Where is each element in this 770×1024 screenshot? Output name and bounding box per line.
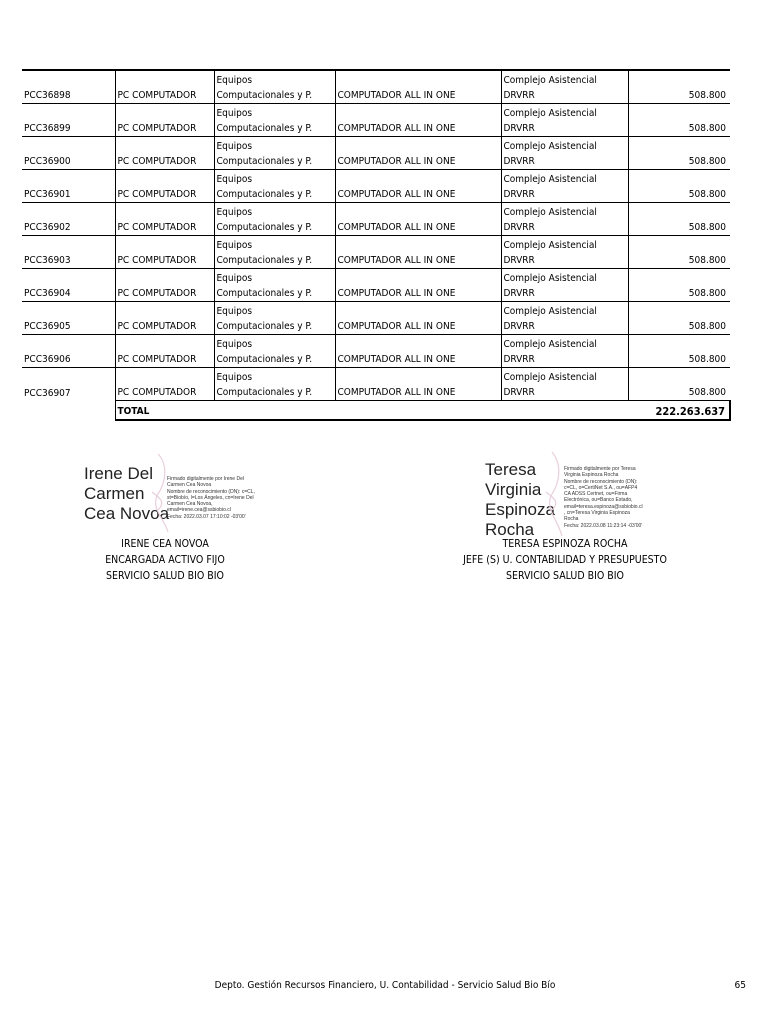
table-row xyxy=(22,104,730,137)
asset-type: PC COMPUTADOR xyxy=(115,203,214,236)
asset-amount: 508.800 xyxy=(628,335,730,368)
asset-location: Complejo Asistencial DRVRR xyxy=(501,335,628,368)
asset-location: Complejo Asistencial DRVRR xyxy=(501,269,628,302)
asset-category: Equipos Computacionales y P. xyxy=(214,302,335,335)
signature-right-digital-details: Firmado digitalmente por Teresa Virginia Espinoza Rocha Nombre de reconocimiento (DN): c=CL, o=CertiNet S.A., ou=AFP4 CA ADSS Certnet, ou=Firma Electrónica, ou=Banco Estado, email=teresa.espinoza@ssbiobio.cl , cn=Teresa Virginia Espinoza Rocha Fecha: 2022.03.08 11:23:14 -03'00' xyxy=(564,466,643,529)
total-row xyxy=(22,401,730,421)
table-row xyxy=(22,368,730,401)
asset-table xyxy=(22,69,731,421)
asset-location: Complejo Asistencial DRVRR xyxy=(501,104,628,137)
asset-code: PCC36906 xyxy=(22,335,115,368)
asset-description: COMPUTADOR ALL IN ONE xyxy=(335,368,501,401)
asset-type: PC COMPUTADOR xyxy=(115,170,214,203)
signer-left-name: IRENE CEA NOVOA xyxy=(121,538,209,550)
total-label: TOTAL xyxy=(115,401,214,421)
asset-code: PCC36903 xyxy=(22,236,115,269)
asset-code: PCC36900 xyxy=(22,137,115,170)
signer-left-org: SERVICIO SALUD BIO BIO xyxy=(106,570,224,582)
footer-text: Depto. Gestión Recursos Financiero, U. Contabilidad - Servicio Salud Bio Bío xyxy=(214,980,556,991)
asset-description: COMPUTADOR ALL IN ONE xyxy=(335,335,501,368)
asset-amount: 508.800 xyxy=(628,137,730,170)
asset-code: PCC36899 xyxy=(22,104,115,137)
asset-amount: 508.800 xyxy=(628,104,730,137)
asset-type: PC COMPUTADOR xyxy=(115,137,214,170)
asset-type: PC COMPUTADOR xyxy=(115,236,214,269)
asset-category: Equipos Computacionales y P. xyxy=(214,269,335,302)
asset-amount: 508.800 xyxy=(628,368,730,401)
signer-right-name: TERESA ESPINOZA ROCHA xyxy=(502,538,628,550)
asset-type: PC COMPUTADOR xyxy=(115,70,214,104)
asset-amount: 508.800 xyxy=(628,236,730,269)
asset-amount: 508.800 xyxy=(628,70,730,104)
asset-code: PCC36905 xyxy=(22,302,115,335)
asset-code: PCC36901 xyxy=(22,170,115,203)
asset-description: COMPUTADOR ALL IN ONE xyxy=(335,269,501,302)
table-row xyxy=(22,137,730,170)
asset-category: Equipos Computacionales y P. xyxy=(214,236,335,269)
asset-amount: 508.800 xyxy=(628,269,730,302)
asset-description: COMPUTADOR ALL IN ONE xyxy=(335,236,501,269)
total-amount: 222.263.637 xyxy=(214,401,730,421)
asset-location: Complejo Asistencial DRVRR xyxy=(501,236,628,269)
table-row xyxy=(22,302,730,335)
asset-amount: 508.800 xyxy=(628,203,730,236)
asset-description: COMPUTADOR ALL IN ONE xyxy=(335,137,501,170)
asset-location: Complejo Asistencial DRVRR xyxy=(501,137,628,170)
asset-description: COMPUTADOR ALL IN ONE xyxy=(335,302,501,335)
signature-left-block xyxy=(60,536,270,584)
signature-right-script-name: Teresa Virginia Espinoza Rocha xyxy=(485,460,555,539)
asset-type: PC COMPUTADOR xyxy=(115,335,214,368)
signer-right-org: SERVICIO SALUD BIO BIO xyxy=(506,570,624,582)
asset-category: Equipos Computacionales y P. xyxy=(214,335,335,368)
signature-right-block xyxy=(420,536,710,584)
asset-amount: 508.800 xyxy=(628,170,730,203)
table-row xyxy=(22,170,730,203)
asset-location: Complejo Asistencial DRVRR xyxy=(501,203,628,236)
asset-description: COMPUTADOR ALL IN ONE xyxy=(335,70,501,104)
asset-amount: 508.800 xyxy=(628,302,730,335)
asset-code: PCC36902 xyxy=(22,203,115,236)
asset-code: PCC36904 xyxy=(22,269,115,302)
asset-table-body xyxy=(22,70,730,420)
asset-category: Equipos Computacionales y P. xyxy=(214,70,335,104)
asset-code: PCC36907 xyxy=(22,368,115,401)
signer-left-role: ENCARGADA ACTIVO FIJO xyxy=(105,554,225,566)
asset-code: PCC36898 xyxy=(22,70,115,104)
asset-type: PC COMPUTADOR xyxy=(115,104,214,137)
asset-location: Complejo Asistencial DRVRR xyxy=(501,368,628,401)
asset-description: COMPUTADOR ALL IN ONE xyxy=(335,203,501,236)
table-row xyxy=(22,203,730,236)
asset-location: Complejo Asistencial DRVRR xyxy=(501,70,628,104)
asset-category: Equipos Computacionales y P. xyxy=(214,170,335,203)
table-row xyxy=(22,236,730,269)
table-row xyxy=(22,70,730,104)
signer-right-role: JEFE (S) U. CONTABILIDAD Y PRESUPUESTO xyxy=(463,554,667,566)
asset-location: Complejo Asistencial DRVRR xyxy=(501,170,628,203)
asset-category: Equipos Computacionales y P. xyxy=(214,203,335,236)
signature-left-script-name: Irene Del Carmen Cea Novoa xyxy=(84,464,170,523)
asset-description: COMPUTADOR ALL IN ONE xyxy=(335,170,501,203)
table-row xyxy=(22,335,730,368)
asset-type: PC COMPUTADOR xyxy=(115,269,214,302)
asset-location: Complejo Asistencial DRVRR xyxy=(501,302,628,335)
asset-category: Equipos Computacionales y P. xyxy=(214,137,335,170)
page-number: 65 xyxy=(734,980,746,991)
asset-type: PC COMPUTADOR xyxy=(115,302,214,335)
asset-description: COMPUTADOR ALL IN ONE xyxy=(335,104,501,137)
asset-category: Equipos Computacionales y P. xyxy=(214,104,335,137)
table-row xyxy=(22,269,730,302)
signature-left-digital-details: Firmado digitalmente por Irene Del Carmen Cea Novoa Nombre de reconocimiento (DN): c=CL, st=Biobío, l=Los Ángeles, cn=Irene Del Carmen Cea Novoa, email=irene.cea@ssbiobio.cl Fecha: 2022.03.07 17:10:02 -03'00' xyxy=(167,476,255,520)
asset-type: PC COMPUTADOR xyxy=(115,368,214,401)
asset-category: Equipos Computacionales y P. xyxy=(214,368,335,401)
